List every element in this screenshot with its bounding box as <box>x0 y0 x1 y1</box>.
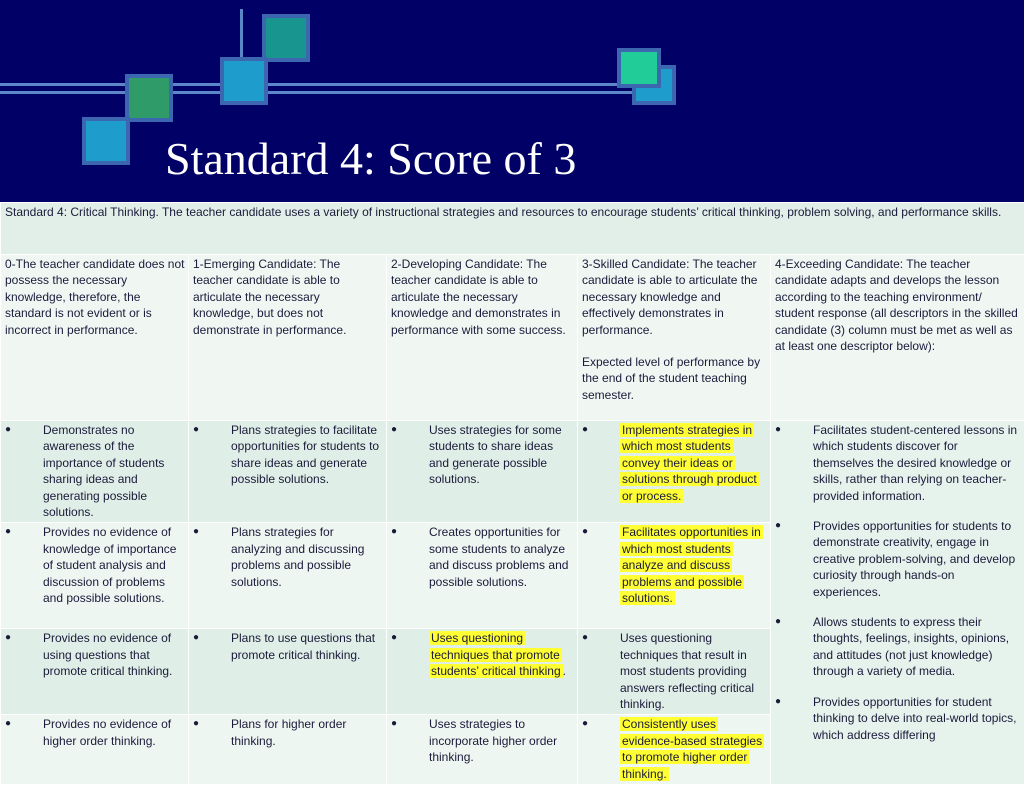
bullet-icon: ● <box>391 526 398 538</box>
bullet-icon: ● <box>391 424 398 435</box>
exceeding-item: Provides opportunities for student thinking to delve into real-world topics, which address differing <box>813 694 1017 742</box>
highlighted-descriptor: Implements strategies in which most students convey their ideas or solutions through product or process. <box>622 423 757 503</box>
bullet-icon: ● <box>775 616 782 628</box>
bullet-icon: ● <box>582 424 589 435</box>
decor-square <box>125 74 173 122</box>
exceeding-item: Provides opportunities for students to demonstrate creativity, engage in creative problem-solving, and develop curiosity through hands-on experiences. <box>813 519 1016 599</box>
level-1-header: 1-Emerging Candidate: The teacher candidate is able to articulate the necessary knowledge, but does not demonstrate in performance. <box>189 255 387 421</box>
descriptor: Plans strategies for analyzing and discussing problems and possible solutions. <box>231 525 365 589</box>
exceeding-item: Facilitates student-centered lessons in which students discover for themselves the desired knowledge or skills, rather than relying on teacher-provided information. <box>813 423 1018 503</box>
descriptor: Plans to use questions that promote critical thinking. <box>231 631 376 662</box>
level-3-label: 3-Skilled Candidate: The teacher candidate is able to articulate the necessary knowledge and effectively demonstrates in performance. <box>582 257 758 337</box>
bullet-icon: ● <box>582 526 589 538</box>
bullet-icon: ● <box>5 526 12 538</box>
highlighted-descriptor: Uses questioning techniques that promote students’ critical thinking <box>431 631 561 679</box>
decor-square <box>220 57 268 105</box>
descriptor: Uses strategies for some students to share ideas and generate possible solutions. <box>429 423 562 487</box>
standard-description: Standard 4: Critical Thinking. The teacher candidate uses a variety of instructional strategies and resources to encourage students’ critical thinking, problem solving, and performance skills. <box>1 203 1025 255</box>
decor-line <box>0 83 655 86</box>
level-0-header: 0-The teacher candidate does not possess the necessary knowledge, therefore, the standard is not evident or is incorrect in performance. <box>1 255 189 421</box>
level-4-header: 4-Exceeding Candidate: The teacher candidate adapts and develops the lesson according to the teaching environment/ student response (all descriptors in the skilled candidate (3) column must be met as well as at least one descriptor below): <box>771 255 1025 421</box>
bullet-icon: ● <box>775 520 782 532</box>
level-3-header <box>578 255 771 421</box>
bullet-icon: ● <box>775 424 782 435</box>
exceeding-item: Allows students to express their thoughts, feelings, insights, opinions, and attitudes (not just knowledge) through a variety of media. <box>813 615 1010 679</box>
descriptor: Plans for higher order thinking. <box>231 717 347 748</box>
decor-line <box>0 91 655 94</box>
descriptor: Demonstrates no awareness of the importance of students sharing ideas and generating possible solutions. <box>43 423 165 520</box>
descriptor: Provides no evidence of higher order thinking. <box>43 717 172 748</box>
decor-square <box>617 48 661 88</box>
exceeding-descriptors <box>771 421 1025 785</box>
bullet-icon: ● <box>5 632 12 644</box>
slide-title: Standard 4: Score of 3 <box>165 133 577 184</box>
descriptor: Uses strategies to incorporate higher order thinking. <box>429 717 558 765</box>
bullet-icon: ● <box>193 424 200 435</box>
bullet-icon: ● <box>582 718 589 730</box>
bullet-icon: ● <box>5 424 12 435</box>
rubric-table <box>0 202 1024 781</box>
table-row <box>1 421 1025 523</box>
descriptor: Provides no evidence of knowledge of importance of student analysis and discussion of problems and possible solutions. <box>43 525 177 606</box>
descriptor: Creates opportunities for some students to analyze and discuss problems and possible solutions. <box>429 525 569 589</box>
decor-square <box>262 14 310 62</box>
bullet-icon: ● <box>193 632 200 644</box>
highlighted-descriptor: Consistently uses evidence-based strategies to promote higher order thinking. <box>622 717 763 781</box>
bullet-icon: ● <box>193 526 200 538</box>
level-2-header: 2-Developing Candidate: The teacher candidate is able to articulate the necessary knowledge and demonstrates in performance with some success. <box>387 255 578 421</box>
descriptor: Provides no evidence of using questions that promote critical thinking. <box>43 631 173 679</box>
decor-square <box>82 117 130 165</box>
expected-level-note: Expected level of performance by the end of the student teaching semester. <box>582 355 761 402</box>
descriptor: Plans strategies to facilitate opportunities for students to share ideas and generate possible solutions. <box>231 423 380 487</box>
bullet-icon: ● <box>582 632 589 644</box>
bullet-icon: ● <box>5 718 12 730</box>
level-header-row <box>1 255 1025 421</box>
bullet-icon: ● <box>391 632 398 644</box>
bullet-icon: ● <box>193 718 200 730</box>
standard-row <box>1 203 1025 255</box>
title-banner <box>0 0 1024 202</box>
highlighted-descriptor: Facilitates opportunities in which most students analyze and discuss problems and possible solutions. <box>622 525 761 606</box>
descriptor: Uses questioning techniques that result in most students providing answers reflecting critical thinking. <box>620 631 755 712</box>
bullet-icon: ● <box>391 718 398 730</box>
bullet-icon: ● <box>775 695 782 707</box>
descriptor-period: . <box>562 664 566 679</box>
